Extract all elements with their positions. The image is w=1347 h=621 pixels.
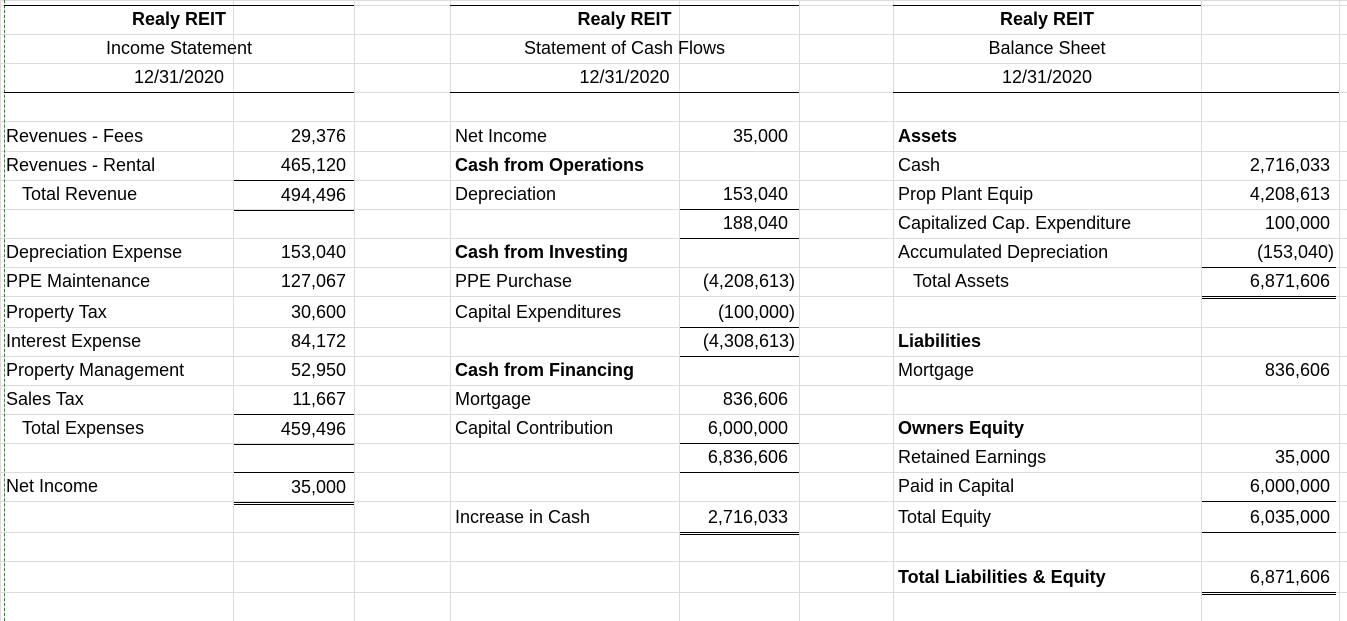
bs-asset-label: Capitalized Cap. Expenditure [898,213,1132,233]
cf-net-income-label: Net Income [455,126,548,146]
cf-increase-cash-label: Increase in Cash [455,507,591,527]
expense-label: Depreciation Expense [6,242,183,262]
income-revenue-value: 29,376 [290,126,346,146]
expense-label: Interest Expense [6,331,142,351]
income-revenue-value: 465,120 [280,155,346,175]
gridline [0,267,1347,268]
bs-total-liab-equity-value: 6,871,606 [1202,563,1336,595]
bs-total-assets-label: Total Assets [913,271,1010,291]
gridline [0,209,1347,210]
gridline [799,0,800,621]
gridline [1339,0,1340,621]
cf-mortgage-value: 836,606 [722,389,788,409]
bs-paid-in-capital-label: Paid in Capital [898,476,1015,496]
expense-value: 52,950 [290,360,346,380]
cf-operations-header: Cash from Operations [455,155,645,175]
bs-date: 12/31/2020 [1001,67,1093,87]
total-revenue-label: Total Revenue [22,184,138,204]
bs-company-title: Realy REIT [999,9,1095,29]
cf-depreciation-value: 153,040 [680,180,799,210]
gridline [450,0,451,621]
gridline [0,561,1347,562]
bs-asset-value: 2,716,033 [1249,155,1330,175]
cf-financing-header: Cash from Financing [455,360,635,380]
page-break-line [4,0,5,621]
bs-statement-title: Balance Sheet [988,38,1106,58]
cf-capex-label: Capital Expenditures [455,302,622,322]
expense-value: 153,040 [280,242,346,262]
gridline [354,0,355,621]
gridline [0,121,1347,122]
bs-asset-value: 100,000 [1264,213,1330,233]
expense-value: 11,667 [292,389,346,409]
cashflow-date: 12/31/2020 [450,63,799,93]
cf-capital-contribution-value: 6,000,000 [680,414,799,444]
header-border [893,92,1339,93]
total-expenses-label: Total Expenses [22,418,145,438]
cf-increase-cash-value: 2,716,033 [680,503,799,535]
gridline [0,238,1347,239]
bs-mortgage-value: 836,606 [1264,360,1330,380]
expense-label: Property Tax [6,302,107,322]
cf-investing-header: Cash from Investing [455,242,629,262]
bs-asset-value: 4,208,613 [1249,184,1330,204]
cashflow-company-title: Realy REIT [577,9,672,29]
expense-label: Property Management [6,360,185,380]
bs-assets-header: Assets [898,126,958,146]
gridline [0,151,1347,152]
cashflow-statement-title: Statement of Cash Flows [523,38,726,58]
gridline [0,414,1347,415]
cf-ppe-purchase-label: PPE Purchase [455,271,573,291]
gridline [0,472,1347,473]
bs-asset-label: Prop Plant Equip [898,184,1034,204]
cf-investing-total: (4,308,613) [680,327,799,357]
bs-equity-header: Owners Equity [898,418,1025,438]
bs-paid-in-capital-value: 6,000,000 [1202,472,1336,502]
cf-capex-value: (100,000) [680,298,799,328]
total-expenses-value: 459,496 [234,414,354,445]
bs-total-liab-equity-label: Total Liabilities & Equity [898,567,1106,587]
bs-total-equity-label: Total Equity [898,507,992,527]
gridline [0,180,1347,181]
bs-asset-value: (153,040) [1202,238,1336,268]
gridline [0,592,1347,593]
income-revenue-label: Revenues - Rental [6,155,156,175]
cf-capital-contribution-label: Capital Contribution [455,418,614,438]
gridline [893,0,894,621]
gridline [0,296,1347,297]
income-revenue-label: Revenues - Fees [6,126,144,146]
gridline [0,443,1347,444]
expense-label: PPE Maintenance [6,271,151,291]
bs-retained-earnings-value: 35,000 [1274,447,1330,467]
bs-asset-label: Accumulated Depreciation [898,242,1109,262]
cf-mortgage-label: Mortgage [455,389,532,409]
gridline [0,501,1347,502]
net-income-value: 35,000 [234,472,354,505]
bs-liabilities-header: Liabilities [898,331,982,351]
gridline [0,356,1347,357]
gridline [0,385,1347,386]
cf-net-income-value: 35,000 [732,126,788,146]
cf-depreciation-label: Depreciation [455,184,557,204]
expense-value: 84,172 [290,331,346,351]
total-revenue-value: 494,496 [234,180,354,211]
cf-financing-total: 6,836,606 [680,443,799,473]
cf-ppe-purchase-value: (4,208,613) [702,271,795,291]
bs-total-equity-value: 6,035,000 [1202,503,1336,533]
cf-operations-total: 188,040 [680,209,799,239]
income-date: 12/31/2020 [4,63,354,93]
expense-value: 30,600 [290,302,346,322]
bs-retained-earnings-label: Retained Earnings [898,447,1047,467]
bs-asset-label: Cash [898,155,941,175]
bs-total-assets-value: 6,871,606 [1202,267,1336,299]
income-statement-title: Income Statement [105,38,253,58]
bs-mortgage-label: Mortgage [898,360,975,380]
net-income-label: Net Income [6,476,99,496]
income-company-title: Realy REIT [131,9,227,29]
expense-label: Sales Tax [6,389,84,409]
gridline [0,532,1347,533]
expense-value: 127,067 [280,271,346,291]
gridline [0,327,1347,328]
